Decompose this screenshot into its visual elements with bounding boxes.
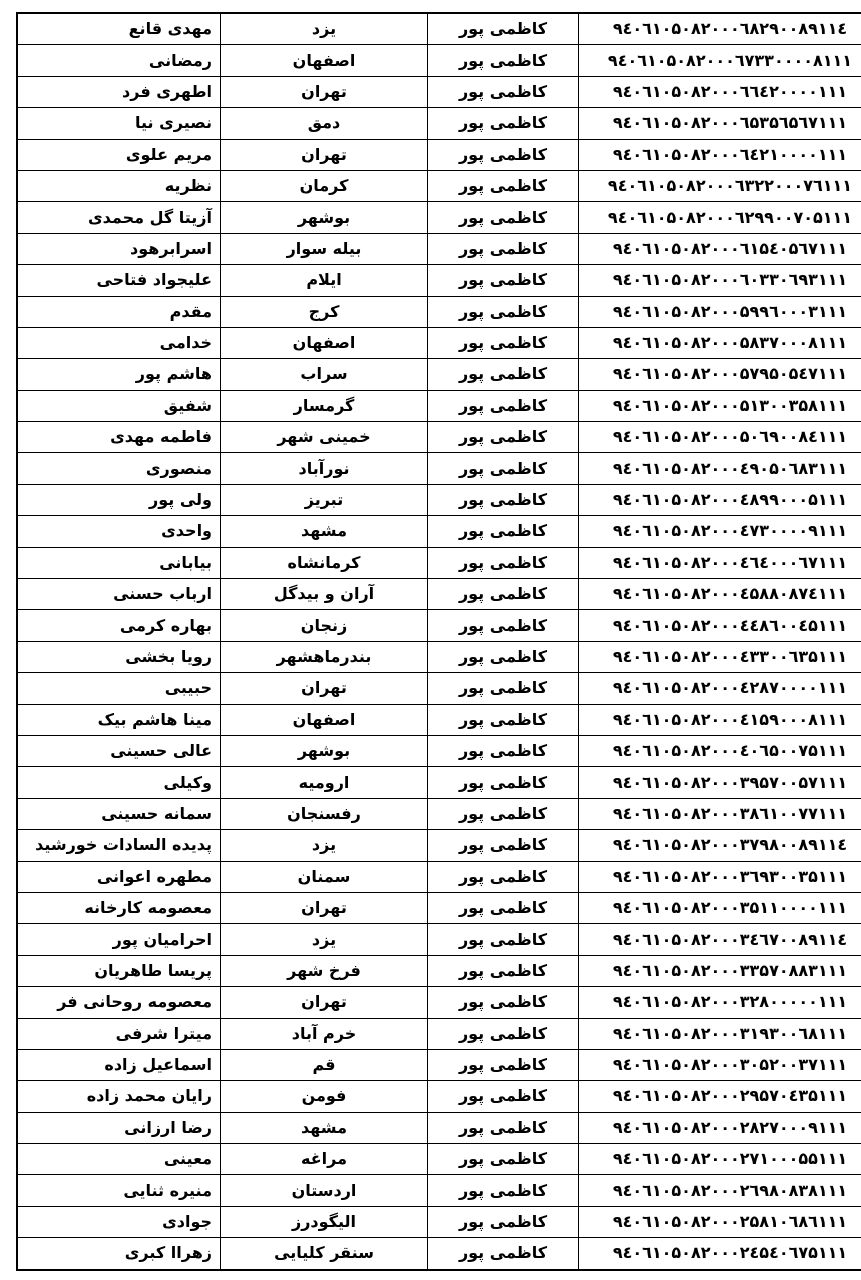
cell-code: ۹٤۰٦۱۰۵۰۸۲۰۰۰٤۸۹۹۰۰۰۵۱۱۱ bbox=[579, 484, 861, 515]
table-row bbox=[17, 1206, 861, 1237]
cell-name: بهاره کرمی bbox=[17, 610, 221, 641]
cell-code: ۹٤۰٦۱۰۵۰۸۲۰۰۰٦۰۳۳۰٦۹۳۱۱۱ bbox=[579, 265, 861, 296]
cell-code: ۹٤۰٦۱۰۵۰۸۲۰۰۰۵۷۹۵۰۵٤۷۱۱۱ bbox=[579, 359, 861, 390]
cell-code: ۹٤۰٦۱۰۵۰۸۲۰۰۰۲٤۵٤۰٦۷۵۱۱۱ bbox=[579, 1238, 861, 1270]
cell-surname: کاظمی پور bbox=[428, 516, 579, 547]
cell-city: بندرماهشهر bbox=[221, 641, 428, 672]
cell-name: واحدی bbox=[17, 516, 221, 547]
cell-code: ۹٤۰٦۱۰۵۰۸۲۰۰۰٤۷۳۰۰۰۰۹۱۱۱ bbox=[579, 516, 861, 547]
cell-surname: کاظمی پور bbox=[428, 673, 579, 704]
cell-name: رویا بخشی bbox=[17, 641, 221, 672]
cell-surname: کاظمی پور bbox=[428, 861, 579, 892]
table-row bbox=[17, 955, 861, 986]
cell-name: عالی حسینی bbox=[17, 735, 221, 766]
table-row bbox=[17, 390, 861, 421]
table-row bbox=[17, 108, 861, 139]
cell-code: ۹٤۰٦۱۰۵۰۸۲۰۰۰۵۹۹٦۰۰۰۳۱۱۱ bbox=[579, 296, 861, 327]
cell-surname: کاظمی پور bbox=[428, 924, 579, 955]
cell-code: ۹٤۰٦۱۰۵۰۸۲۰۰۰۳۲۸۰۰۰۰۰۱۱۱ bbox=[579, 987, 861, 1018]
cell-name: زهراا کبری bbox=[17, 1238, 221, 1270]
cell-surname: کاظمی پور bbox=[428, 987, 579, 1018]
table-row bbox=[17, 547, 861, 578]
cell-city: کرج bbox=[221, 296, 428, 327]
cell-city: رفسنجان bbox=[221, 798, 428, 829]
cell-code: ۹٤۰٦۱۰۵۰۸۲۰۰۰۳۷۹۸۰۰۸۹۱۱٤ bbox=[579, 830, 861, 861]
cell-code: ۹٤۰٦۱۰۵۰۸۲۰۰۰۳۳۵۷۰۸۸۳۱۱۱ bbox=[579, 955, 861, 986]
cell-surname: کاظمی پور bbox=[428, 265, 579, 296]
cell-surname: کاظمی پور bbox=[428, 1112, 579, 1143]
table-row bbox=[17, 830, 861, 861]
cell-name: منیره ثنایی bbox=[17, 1175, 221, 1206]
cell-city: خرم آباد bbox=[221, 1018, 428, 1049]
cell-code: ۹٤۰٦۱۰۵۰۸۲۰۰۰۲۸۲۷۰۰۰۹۱۱۱ bbox=[579, 1112, 861, 1143]
cell-city: اصفهان bbox=[221, 704, 428, 735]
cell-city: خمینی شهر bbox=[221, 422, 428, 453]
cell-city: سراب bbox=[221, 359, 428, 390]
cell-name: معصومه روحانی فر bbox=[17, 987, 221, 1018]
cell-surname: کاظمی پور bbox=[428, 547, 579, 578]
cell-city: ایلام bbox=[221, 265, 428, 296]
cell-surname: کاظمی پور bbox=[428, 1144, 579, 1175]
cell-city: آران و بیدگل bbox=[221, 579, 428, 610]
cell-surname: کاظمی پور bbox=[428, 892, 579, 923]
table-row bbox=[17, 265, 861, 296]
cell-city: بیله سوار bbox=[221, 233, 428, 264]
cell-surname: کاظمی پور bbox=[428, 327, 579, 358]
cell-city: کرمانشاه bbox=[221, 547, 428, 578]
cell-surname: کاظمی پور bbox=[428, 1081, 579, 1112]
cell-code: ۹٤۰٦۱۰۵۰۸۲۰۰۰٦۸۲۹۰۰۸۹۱۱٤ bbox=[579, 13, 861, 45]
cell-name: منصوری bbox=[17, 453, 221, 484]
cell-name: فاطمه مهدی bbox=[17, 422, 221, 453]
table-row bbox=[17, 1144, 861, 1175]
cell-city: تهران bbox=[221, 892, 428, 923]
cell-surname: کاظمی پور bbox=[428, 1238, 579, 1270]
cell-name: مهدی قانع bbox=[17, 13, 221, 45]
cell-city: ارومیه bbox=[221, 767, 428, 798]
cell-code: ۹٤۰٦۱۰۵۰۸۲۰۰۰۳۵۱۱۰۰۰۰۱۱۱ bbox=[579, 892, 861, 923]
cell-code: ۹٤۰٦۱۰۵۰۸۲۰۰۰٦۷۳۳۰۰۰۰۸۱۱۱ bbox=[579, 45, 861, 76]
cell-name: میترا شرفی bbox=[17, 1018, 221, 1049]
cell-surname: کاظمی پور bbox=[428, 1206, 579, 1237]
cell-city: اصفهان bbox=[221, 45, 428, 76]
cell-name: رمضانی bbox=[17, 45, 221, 76]
cell-name: نصیری نیا bbox=[17, 108, 221, 139]
table-row bbox=[17, 892, 861, 923]
cell-surname: کاظمی پور bbox=[428, 422, 579, 453]
cell-code: ۹٤۰٦۱۰۵۰۸۲۰۰۰٤٤۸٦۰۰٤۵۱۱۱ bbox=[579, 610, 861, 641]
cell-surname: کاظمی پور bbox=[428, 1049, 579, 1080]
cell-name: شفیق bbox=[17, 390, 221, 421]
cell-surname: کاظمی پور bbox=[428, 202, 579, 233]
cell-code: ۹٤۰٦۱۰۵۰۸۲۰۰۰۲۷۱۰۰۰۵۵۱۱۱ bbox=[579, 1144, 861, 1175]
cell-city: قم bbox=[221, 1049, 428, 1080]
table-row bbox=[17, 422, 861, 453]
cell-code: ۹٤۰٦۱۰۵۰۸۲۰۰۰۵۰٦۹۰۰۸٤۱۱۱ bbox=[579, 422, 861, 453]
records-table-body bbox=[17, 13, 861, 1270]
cell-city: تهران bbox=[221, 673, 428, 704]
cell-name: معصومه کارخانه bbox=[17, 892, 221, 923]
cell-name: آزیتا گل محمدی bbox=[17, 202, 221, 233]
cell-surname: کاظمی پور bbox=[428, 579, 579, 610]
table-row bbox=[17, 1112, 861, 1143]
cell-name: بیابانی bbox=[17, 547, 221, 578]
cell-city: تهران bbox=[221, 76, 428, 107]
cell-code: ۹٤۰٦۱۰۵۰۸۲۰۰۰۳۰۵۲۰۰۳۷۱۱۱ bbox=[579, 1049, 861, 1080]
cell-name: خدامی bbox=[17, 327, 221, 358]
cell-surname: کاظمی پور bbox=[428, 108, 579, 139]
cell-code: ۹٤۰٦۱۰۵۰۸۲۰۰۰٦٤۲۱۰۰۰۰۱۱۱ bbox=[579, 139, 861, 170]
cell-city: گرمسار bbox=[221, 390, 428, 421]
cell-name: ارباب حسنی bbox=[17, 579, 221, 610]
table-row bbox=[17, 924, 861, 955]
cell-surname: کاظمی پور bbox=[428, 139, 579, 170]
cell-code: ۹٤۰٦۱۰۵۰۸۲۰۰۰۳۹۵۷۰۰۵۷۱۱۱ bbox=[579, 767, 861, 798]
cell-name: اسماعیل زاده bbox=[17, 1049, 221, 1080]
table-row bbox=[17, 202, 861, 233]
table-row bbox=[17, 673, 861, 704]
table-row bbox=[17, 296, 861, 327]
cell-name: رایان محمد زاده bbox=[17, 1081, 221, 1112]
table-row bbox=[17, 767, 861, 798]
cell-surname: کاظمی پور bbox=[428, 45, 579, 76]
cell-city: تهران bbox=[221, 139, 428, 170]
table-row bbox=[17, 139, 861, 170]
cell-code: ۹٤۰٦۱۰۵۰۸۲۰۰۰۳٤٦۷۰۰۸۹۱۱٤ bbox=[579, 924, 861, 955]
cell-code: ۹٤۰٦۱۰۵۰۸۲۰۰۰٤۰٦۵۰۰۷۵۱۱۱ bbox=[579, 735, 861, 766]
cell-city: اردستان bbox=[221, 1175, 428, 1206]
cell-surname: کاظمی پور bbox=[428, 76, 579, 107]
cell-code: ۹٤۰٦۱۰۵۰۸۲۰۰۰٦٦٤۲۰۰۰۰۱۱۱ bbox=[579, 76, 861, 107]
cell-surname: کاظمی پور bbox=[428, 641, 579, 672]
cell-surname: کاظمی پور bbox=[428, 296, 579, 327]
cell-city: مراغه bbox=[221, 1144, 428, 1175]
cell-city: نورآباد bbox=[221, 453, 428, 484]
cell-code: ۹٤۰٦۱۰۵۰۸۲۰۰۰٤۳۳۰۰٦۳۵۱۱۱ bbox=[579, 641, 861, 672]
cell-surname: کاظمی پور bbox=[428, 233, 579, 264]
cell-city: کرمان bbox=[221, 170, 428, 201]
cell-city: دمق bbox=[221, 108, 428, 139]
table-row bbox=[17, 987, 861, 1018]
cell-city: فومن bbox=[221, 1081, 428, 1112]
cell-code: ۹٤۰٦۱۰۵۰۸۲۰۰۰۳٦۹۳۰۰۳۵۱۱۱ bbox=[579, 861, 861, 892]
table-row bbox=[17, 1049, 861, 1080]
cell-name: وکیلی bbox=[17, 767, 221, 798]
cell-code: ۹٤۰٦۱۰۵۰۸۲۰۰۰٤۹۰۵۰٦۸۳۱۱۱ bbox=[579, 453, 861, 484]
cell-name: سمانه حسینی bbox=[17, 798, 221, 829]
cell-city: بوشهر bbox=[221, 202, 428, 233]
table-row bbox=[17, 45, 861, 76]
table-row bbox=[17, 327, 861, 358]
cell-code: ۹٤۰٦۱۰۵۰۸۲۰۰۰٦۳۲۲۰۰۰۷٦۱۱۱ bbox=[579, 170, 861, 201]
cell-code: ۹٤۰٦۱۰۵۰۸۲۰۰۰۵۸۳۷۰۰۰۸۱۱۱ bbox=[579, 327, 861, 358]
cell-city: تهران bbox=[221, 987, 428, 1018]
table-row bbox=[17, 1238, 861, 1270]
cell-code: ۹٤۰٦۱۰۵۰۸۲۰۰۰٦۲۹۹۰۰۷۰۵۱۱۱ bbox=[579, 202, 861, 233]
cell-name: مریم علوی bbox=[17, 139, 221, 170]
cell-city: تبریز bbox=[221, 484, 428, 515]
cell-name: اطهری فرد bbox=[17, 76, 221, 107]
cell-city: بوشهر bbox=[221, 735, 428, 766]
cell-surname: کاظمی پور bbox=[428, 704, 579, 735]
cell-surname: کاظمی پور bbox=[428, 955, 579, 986]
cell-surname: کاظمی پور bbox=[428, 610, 579, 641]
cell-surname: کاظمی پور bbox=[428, 359, 579, 390]
cell-surname: کاظمی پور bbox=[428, 390, 579, 421]
table-row bbox=[17, 610, 861, 641]
cell-city: اصفهان bbox=[221, 327, 428, 358]
cell-name: علیجواد فتاحی bbox=[17, 265, 221, 296]
cell-name: حبیبی bbox=[17, 673, 221, 704]
cell-city: فرخ شهر bbox=[221, 955, 428, 986]
cell-name: پدیده السادات خورشید bbox=[17, 830, 221, 861]
cell-name: جوادی bbox=[17, 1206, 221, 1237]
table-row bbox=[17, 13, 861, 45]
cell-code: ۹٤۰٦۱۰۵۰۸۲۰۰۰٦۵۳۵٦۵٦۷۱۱۱ bbox=[579, 108, 861, 139]
table-row bbox=[17, 170, 861, 201]
cell-name: ولی پور bbox=[17, 484, 221, 515]
cell-name: رضا ارزانی bbox=[17, 1112, 221, 1143]
table-row bbox=[17, 735, 861, 766]
table-row bbox=[17, 76, 861, 107]
cell-name: احرامیان پور bbox=[17, 924, 221, 955]
cell-city: مشهد bbox=[221, 516, 428, 547]
cell-surname: کاظمی پور bbox=[428, 767, 579, 798]
cell-name: معینی bbox=[17, 1144, 221, 1175]
cell-city: یزد bbox=[221, 830, 428, 861]
cell-name: مینا هاشم بیک bbox=[17, 704, 221, 735]
cell-code: ۹٤۰٦۱۰۵۰۸۲۰۰۰۳۱۹۳۰۰٦۸۱۱۱ bbox=[579, 1018, 861, 1049]
cell-code: ۹٤۰٦۱۰۵۰۸۲۰۰۰۲۹۵۷۰٤۳۵۱۱۱ bbox=[579, 1081, 861, 1112]
table-row bbox=[17, 861, 861, 892]
cell-surname: کاظمی پور bbox=[428, 453, 579, 484]
cell-surname: کاظمی پور bbox=[428, 1175, 579, 1206]
cell-name: مقدم bbox=[17, 296, 221, 327]
table-row bbox=[17, 1081, 861, 1112]
cell-code: ۹٤۰٦۱۰۵۰۸۲۰۰۰۲٦۹۸۰۸۳۸۱۱۱ bbox=[579, 1175, 861, 1206]
table-row bbox=[17, 704, 861, 735]
table-row bbox=[17, 798, 861, 829]
table-row bbox=[17, 641, 861, 672]
cell-code: ۹٤۰٦۱۰۵۰۸۲۰۰۰۵۱۳۰۰۳۵۸۱۱۱ bbox=[579, 390, 861, 421]
table-row bbox=[17, 359, 861, 390]
cell-code: ۹٤۰٦۱۰۵۰۸۲۰۰۰٤۲۸۷۰۰۰۰۱۱۱ bbox=[579, 673, 861, 704]
cell-city: یزد bbox=[221, 13, 428, 45]
cell-city: سمنان bbox=[221, 861, 428, 892]
table-row bbox=[17, 1175, 861, 1206]
table-row bbox=[17, 516, 861, 547]
cell-name: مطهره اعوانی bbox=[17, 861, 221, 892]
records-table bbox=[16, 12, 861, 1271]
cell-city: مشهد bbox=[221, 1112, 428, 1143]
table-row bbox=[17, 484, 861, 515]
cell-name: اسرابرهود bbox=[17, 233, 221, 264]
cell-code: ۹٤۰٦۱۰۵۰۸۲۰۰۰٤٦٤۰۰۰٦۷۱۱۱ bbox=[579, 547, 861, 578]
cell-city: الیگودرز bbox=[221, 1206, 428, 1237]
cell-surname: کاظمی پور bbox=[428, 735, 579, 766]
cell-city: یزد bbox=[221, 924, 428, 955]
cell-surname: کاظمی پور bbox=[428, 484, 579, 515]
table-row bbox=[17, 579, 861, 610]
cell-surname: کاظمی پور bbox=[428, 170, 579, 201]
cell-code: ۹٤۰٦۱۰۵۰۸۲۰۰۰۲۵۸۱۰٦۸٦۱۱۱ bbox=[579, 1206, 861, 1237]
cell-code: ۹٤۰٦۱۰۵۰۸۲۰۰۰٤۵۸۸۰۸۷٤۱۱۱ bbox=[579, 579, 861, 610]
cell-surname: کاظمی پور bbox=[428, 798, 579, 829]
cell-city: زنجان bbox=[221, 610, 428, 641]
cell-city: سنقر کلیایی bbox=[221, 1238, 428, 1270]
table-row bbox=[17, 453, 861, 484]
records-sheet bbox=[16, 12, 853, 1271]
table-row bbox=[17, 1018, 861, 1049]
cell-code: ۹٤۰٦۱۰۵۰۸۲۰۰۰٤۱۵۹۰۰۰۸۱۱۱ bbox=[579, 704, 861, 735]
cell-name: پریسا طاهریان bbox=[17, 955, 221, 986]
cell-code: ۹٤۰٦۱۰۵۰۸۲۰۰۰٦۱۵٤۰۵٦۷۱۱۱ bbox=[579, 233, 861, 264]
table-row bbox=[17, 233, 861, 264]
cell-code: ۹٤۰٦۱۰۵۰۸۲۰۰۰۳۸٦۱۰۰۷۷۱۱۱ bbox=[579, 798, 861, 829]
cell-name: هاشم پور bbox=[17, 359, 221, 390]
cell-surname: کاظمی پور bbox=[428, 1018, 579, 1049]
cell-surname: کاظمی پور bbox=[428, 830, 579, 861]
cell-name: نظریه bbox=[17, 170, 221, 201]
cell-surname: کاظمی پور bbox=[428, 13, 579, 45]
